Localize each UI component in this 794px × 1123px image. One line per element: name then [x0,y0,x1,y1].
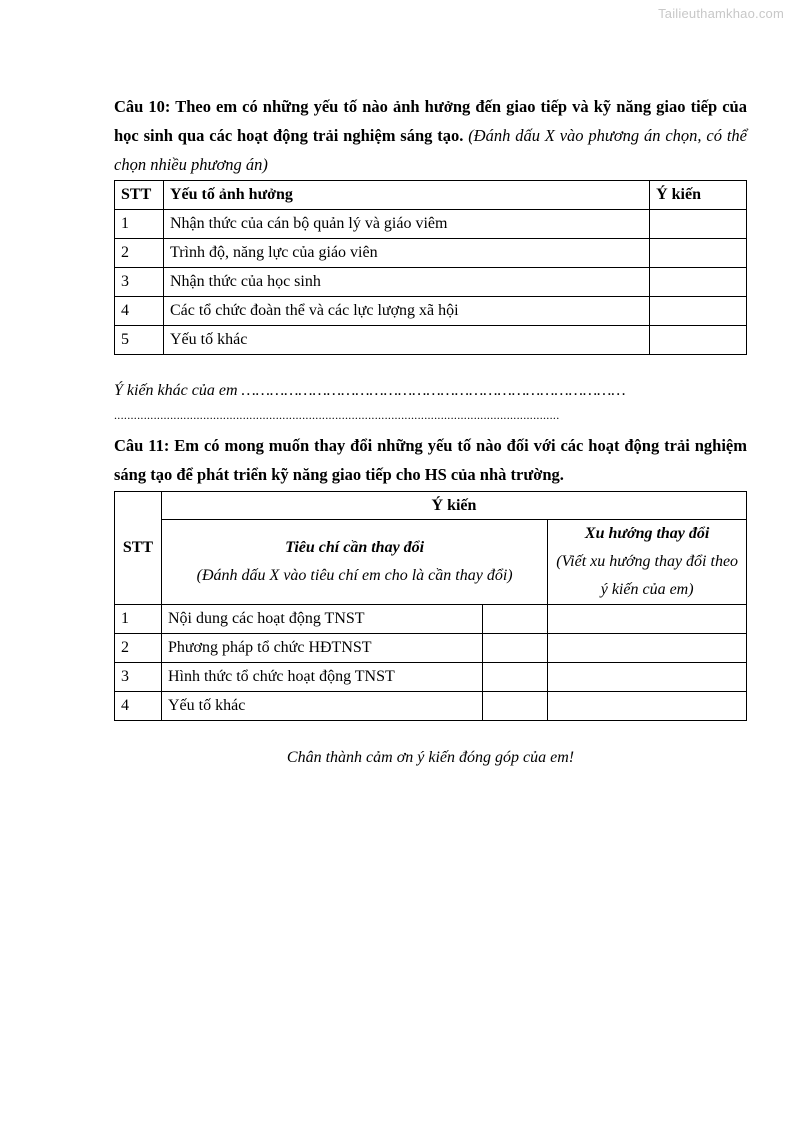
row-number: 2 [115,634,162,663]
trend-title: Xu hướng thay đổi [584,525,710,542]
header-stt: STT [115,181,164,210]
criteria-label: Yếu tố khác [161,692,482,721]
table-row [115,692,747,721]
mark-cell[interactable] [483,663,548,692]
other-opinion-line[interactable]: Ý kiến khác của em ……………………………………………………………………… [114,382,626,399]
row-number: 2 [115,239,164,268]
table-header-row [115,181,747,210]
criteria-label: Hình thức tổ chức hoạt động TNST [161,663,482,692]
header-criteria [161,520,547,605]
mark-cell[interactable] [483,605,548,634]
watermark: Tailieuthamkhao.com [658,6,784,21]
table-row [115,268,747,297]
opinion-cell[interactable] [650,239,747,268]
question-11-table [114,491,747,721]
table-row [115,605,747,634]
table-row [115,297,747,326]
trend-cell[interactable] [548,634,747,663]
table-row [115,663,747,692]
row-number: 3 [115,268,164,297]
factor-label: Trình độ, năng lực của giáo viên [163,239,649,268]
table-header-row [115,492,747,520]
question-11-title [114,431,747,489]
mark-cell[interactable] [483,634,548,663]
table-row [115,634,747,663]
document-body [114,92,747,767]
opinion-cell[interactable] [650,268,747,297]
row-number: 1 [115,605,162,634]
other-opinion-dots: ....................................................................................................................................... [114,408,560,422]
criteria-label: Nội dung các hoạt động TNST [161,605,482,634]
trend-note: (Viết xu hướng thay đổi theo ý kiến của em) [556,553,739,598]
row-number: 5 [115,326,164,355]
table-row [115,239,747,268]
table-row [115,326,747,355]
trend-cell[interactable] [548,692,747,721]
row-number: 4 [115,297,164,326]
criteria-note: (Đánh dấu X vào tiêu chí em cho là cần thay đổi) [196,567,513,584]
opinion-cell[interactable] [650,326,747,355]
criteria-title: Tiêu chí cần thay đổi [285,539,425,556]
header-opinion: Ý kiến [650,181,747,210]
header-stt: STT [115,492,162,605]
closing-thanks: Chân thành cảm ơn ý kiến đóng góp của em! [286,749,575,766]
factor-label: Các tổ chức đoàn thể và các lực lượng xã hội [163,297,649,326]
question-10-table [114,180,747,355]
question-10-title [114,92,747,179]
table-row [115,210,747,239]
factor-label: Nhận thức của học sinh [163,268,649,297]
factor-label: Nhận thức của cán bộ quản lý và giáo viêm [163,210,649,239]
table-subheader-row [115,520,747,605]
header-trend [548,520,747,605]
factor-label: Yếu tố khác [163,326,649,355]
question-10-text: Câu 10: Theo em có những yếu tố nào ảnh hưởng đến giao tiếp và kỹ năng giao tiếp của học sinh qua các hoạt động trải nghiệm sáng tạo. [114,97,747,145]
row-number: 3 [115,663,162,692]
question-10-instruction: (Đánh dấu X vào phương án chọn, có thể chọn nhiều phương án) [114,126,747,174]
row-number: 1 [115,210,164,239]
row-number: 4 [115,692,162,721]
header-factor: Yếu tố ảnh hưởng [163,181,649,210]
header-opinion: Ý kiến [161,492,746,520]
trend-cell[interactable] [548,663,747,692]
opinion-cell[interactable] [650,297,747,326]
question-11-text: Câu 11: Em có mong muốn thay đổi những yếu tố nào đối với các hoạt động trải nghiệm sáng tạo để phát triển kỹ năng giao tiếp cho HS của nhà trường. [114,436,747,484]
criteria-label: Phương pháp tổ chức HĐTNST [161,634,482,663]
opinion-cell[interactable] [650,210,747,239]
trend-cell[interactable] [548,605,747,634]
mark-cell[interactable] [483,692,548,721]
